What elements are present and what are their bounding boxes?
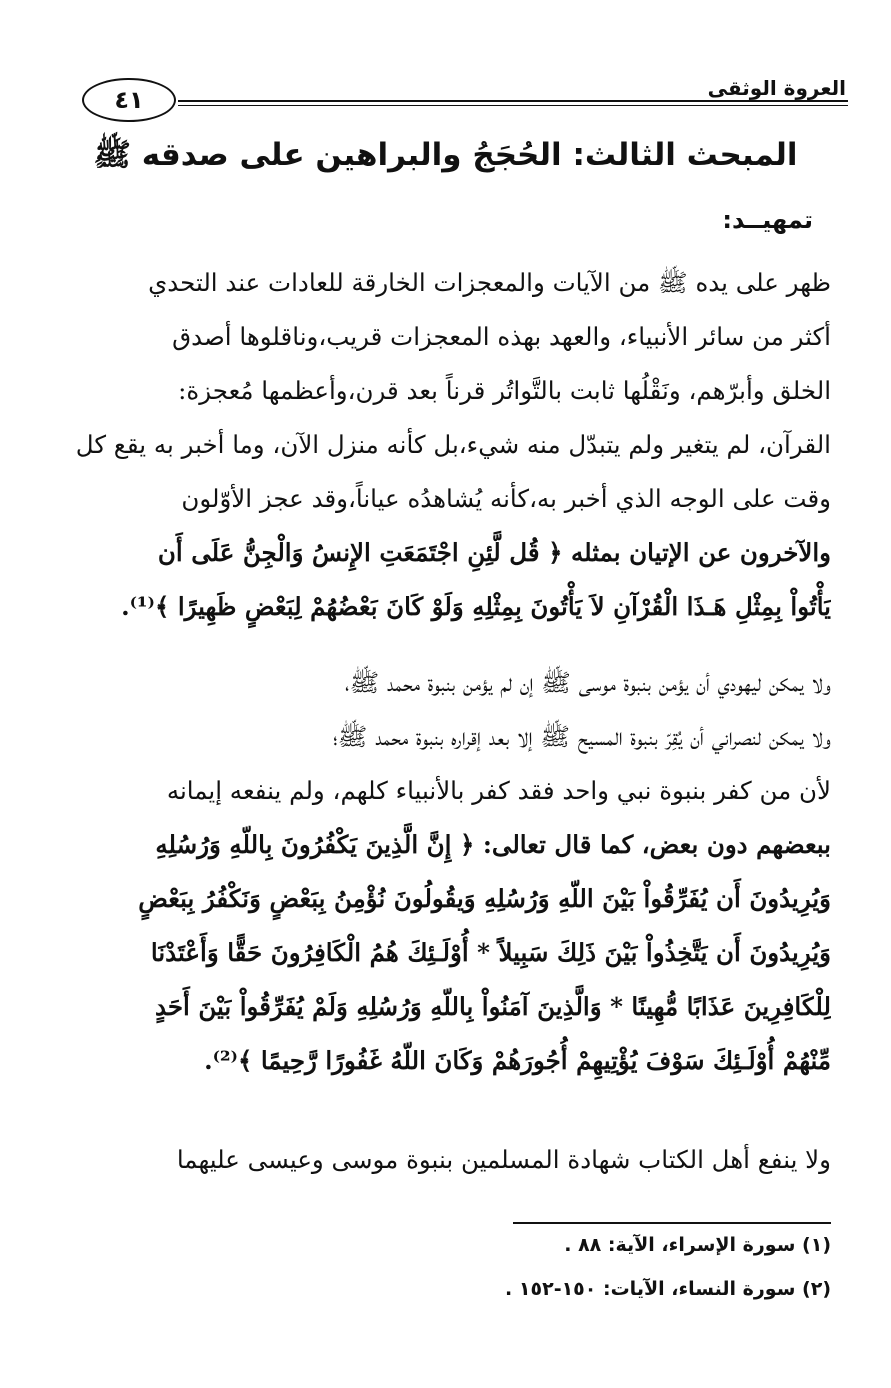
section-title: المبحث الثالث: الحُجَجُ والبراهين على صدقه ﷺ [93, 137, 798, 173]
text-line: القرآن، لم يتغير ولم يتبدّل منه شيء،بل كأنه منزل الآن، وما أخبر به يقع كل [75, 430, 831, 459]
text-line: أكثر من سائر الأنبياء، والعهد بهذه المعجزات قريب،وناقلوها أصدق [172, 322, 831, 351]
quran-verse-line: يَأْتُواْ بِمِثْلِ هَـذَا الْقُرْآنِ لاَ يَأْتُونَ بِمِثْلِهِ وَلَوْ كَانَ بَعْضُهُمْ لِبَعْضٍ ظَهِيرًا ﴾⁽¹⁾. [121, 592, 831, 621]
text-line: لأن من كفر بنبوة نبي واحد فقد كفر بالأنبياء كلهم، ولم ينفعه إيمانه [166, 776, 831, 805]
paragraph-3 [72, 1133, 831, 1187]
text-line: ولا يمكن ليهودي أن يؤمن بنبوة موسى ﷺ إن لم يؤمن بنبوة محمد ﷺ، [344, 668, 831, 697]
footnote-divider [513, 1222, 831, 1224]
quran-verse-line: وَيُرِيدُونَ أَن يَتَّخِذُواْ بَيْنَ ذَلِكَ سَبِيلاً * أُوْلَـئِكَ هُمُ الْكَافِرُونَ حَقًّا وَأَعْتَدْنَا [150, 938, 831, 967]
page-header [78, 74, 858, 126]
quran-verse-line: وَيُرِيدُونَ أَن يُفَرِّقُواْ بَيْنَ اللّهِ وَرُسُلِهِ وَيقُولُونَ نُؤْمِنُ بِبَعْضٍ وَنَكْفُرُ بِبَعْضٍ [138, 884, 831, 913]
header-rule [178, 100, 848, 106]
quran-verse-line: لِلْكَافِرِينَ عَذَابًا مُّهِينًا * وَالَّذِينَ آمَنُواْ بِاللّهِ وَرُسُلِهِ وَلَمْ يُفَرِّقُواْ بَيْنَ أَحَدٍ [155, 992, 831, 1021]
footnote-2: (٢) سورة النساء، الآيات: ١٥٠-١٥٢ . [505, 1278, 831, 1300]
quran-verse-line: والآخرون عن الإتيان بمثله ﴿ قُل لَّئِنِ اجْتَمَعَتِ الإِنسُ وَالْجِنُّ عَلَى أَن [157, 538, 831, 567]
running-title: العروة الوثقى [707, 76, 846, 100]
footnote-1: (١) سورة الإسراء، الآية: ٨٨ . [564, 1234, 831, 1256]
text-line: ظهر على يده ﷺ من الآيات والمعجزات الخارقة للعادات عند التحدي [148, 268, 831, 297]
subheading: تمهيــد: [722, 206, 813, 234]
quran-verse-line: مِّنْهُمْ أُوْلَـئِكَ سَوْفَ يُؤْتِيهِمْ أُجُورَهُمْ وَكَانَ اللّهُ غَفُورًا رَّحِيمًا ﴾⁽²⁾. [204, 1046, 831, 1075]
quran-verse-line: ببعضهم دون بعض، كما قال تعالى: ﴿ إِنَّ الَّذِينَ يَكْفُرُونَ بِاللّهِ وَرُسُلِهِ [155, 830, 831, 859]
text-line: ولا ينفع أهل الكتاب شهادة المسلمين بنبوة موسى وعيسى عليهما [176, 1145, 831, 1174]
paragraph-2 [72, 656, 831, 1088]
text-line: ولا يمكن لنصراني أن يُقِرّ بنبوة المسيح ﷺ إلا بعد إقراره بنبوة محمد ﷺ؛ [332, 722, 831, 751]
text-line: وقت على الوجه الذي أخبر به،كأنه يُشاهدُه عياناً،وقد عجز الأوّلون [181, 484, 831, 513]
paragraph-1 [72, 256, 831, 634]
text-line: الخلق وأبرّهم، ونَقْلُها ثابت بالتَّواتُر قرناً بعد قرن،وأعظمها مُعجزة: [178, 376, 831, 405]
page-number: ٤١ [82, 78, 176, 122]
